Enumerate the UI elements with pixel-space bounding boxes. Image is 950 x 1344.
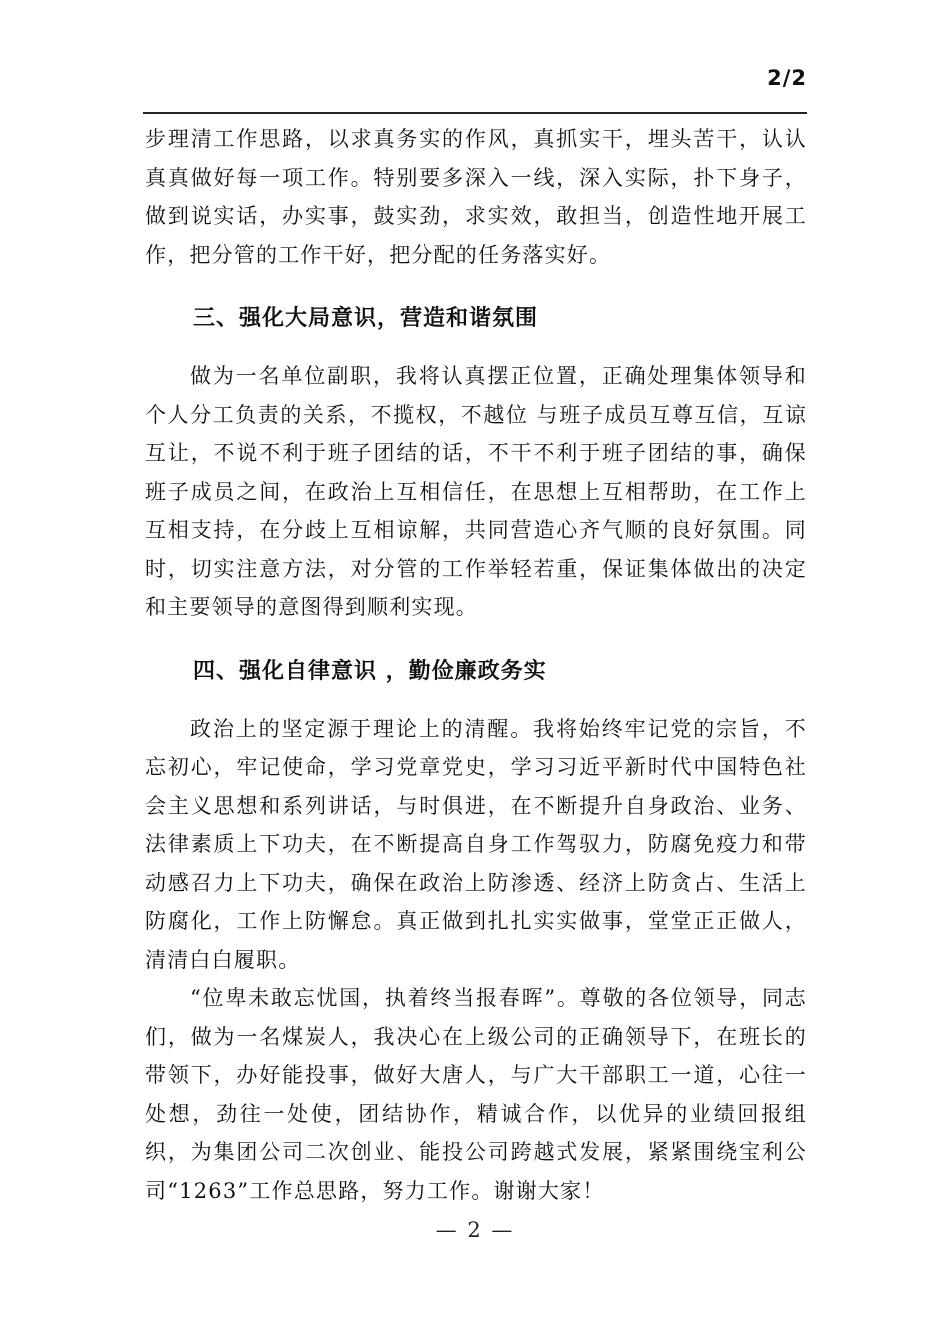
paragraph-closing: “位卑未敢忘忧国，执着终当报春晖”。尊敬的各位领导，同志们，做为一名煤炭人，我决心在上级公司的正确领导下，在班长的带领下，办好能投事，做好大唐人，与广大干部职工一道，心往一处想，劲往一处使，团结协作，精诚合作，以优异的业绩回报组织，为集团公司二次创业、能投公司跨越式发展，紧紧围绕宝利公司“1263”工作总思路，努力工作。谢谢大家！: [145, 986, 807, 1203]
page-number-footer: — 2 —: [435, 1218, 515, 1242]
section-heading-three: 三、强化大局意识，营造和谐氛围: [193, 306, 539, 331]
header-divider: [143, 112, 807, 114]
paragraph-section-four: 政治上的坚定源于理论上的清醒。我将始终牢记党的宗旨，不忘初心，牢记使命，学习党章党史，学习习近平新时代中国特色社会主义思想和系列讲话，与时俱进，在不断提升自身政治、业务、法律素质上下功夫，在不断提高自身工作驾驭力，防腐免疫力和带动感召力上下功夫，确保在政治上防渗透、经济上防贪占、生活上防腐化，工作上防懈怠。真正做到扎扎实实做事，堂堂正正做人，清清白白履职。: [145, 716, 807, 972]
section-heading-four: 四、强化自律意识 ，勤俭廉政务实: [193, 658, 547, 684]
page-counter: 2/2: [767, 66, 807, 90]
document-body: [145, 120, 807, 1210]
paragraph-continuation: 步理清工作思路，以求真务实的作风，真抓实干，埋头苦干，认认真真做好每一项工作。特别要多深入一线，深入实际，扑下身子，做到说实话，办实事，鼓实劲，求实效，敢担当，创造性地开展工作，把分管的工作干好，把分配的任务落实好。: [145, 127, 807, 267]
paragraph-section-three: 做为一名单位副职，我将认真摆正位置，正确处理集体领导和个人分工负责的关系，不揽权，不越位 与班子成员互尊互信，互谅互让，不说不利于班子团结的话，不干不利于班子团结的事，确保班子成员之间，在政治上互相信任，在思想上互相帮助，在工作上互相支持，在分歧上互相谅解，共同营造心齐气顺的良好氛围。同时，切实注意方法，对分管的工作举轻若重，保证集体做出的决定和主要领导的意图得到顺利实现。: [145, 364, 807, 619]
